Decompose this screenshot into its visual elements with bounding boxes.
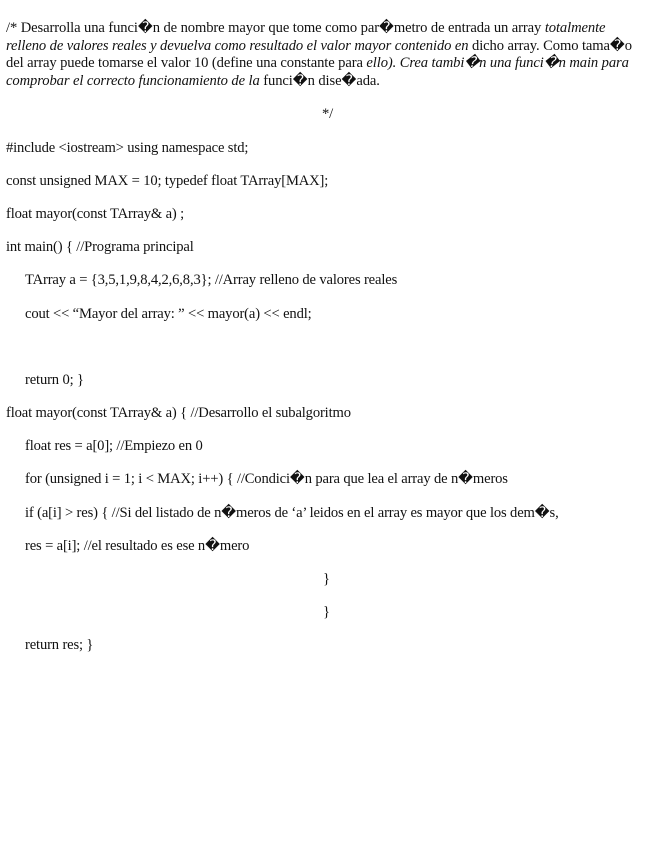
- intro-text-3: funci�n dise�ada.: [259, 72, 380, 89]
- code-line-prototype: float mayor(const TArray& a) ;: [6, 206, 185, 222]
- code-line-cout: cout << “Mayor del array: ” << mayor(a) << endl;: [25, 306, 312, 322]
- code-line-array-init: TArray a = {3,5,1,9,8,4,2,6,8,3}; //Array relleno de valores reales: [25, 272, 398, 288]
- code-line-main-signature: int main() { //Programa principal: [6, 239, 194, 255]
- code-line-assign: res = a[i]; //el resultado es ese n�mero: [25, 538, 250, 554]
- code-line-include: #include <iostream> using namespace std;: [6, 140, 249, 156]
- code-line-closing-brace-1: }: [323, 571, 330, 587]
- intro-text-2: dicho array. Como tama�o del array puede tomarse el valor 10 (define una constante para: [6, 37, 632, 72]
- intro-paragraph: [6, 20, 642, 90]
- code-line-res-init: float res = a[0]; //Empiezo en 0: [25, 438, 203, 454]
- intro-text-1: /* Desarrolla una funci�n de nombre mayor que tome como par�metro de entrada un array: [6, 20, 545, 36]
- code-line-closing-brace-2: }: [323, 604, 330, 620]
- intro-italic-1: totalmente relleno de valores reales y devuelva como resultado el valor mayor contenido en: [6, 20, 606, 54]
- code-line-mayor-signature: float mayor(const TArray& a) { //Desarrollo el subalgoritmo: [6, 405, 351, 421]
- code-line-const: const unsigned MAX = 10; typedef float TArray[MAX];: [6, 173, 329, 189]
- code-line-return-res: return res; }: [25, 637, 94, 653]
- code-line-return-zero: return 0; }: [25, 372, 84, 388]
- intro-italic-2: ello). Crea tambi�n una funci�n main para comprobar el correcto funcionamiento de la: [6, 55, 629, 89]
- code-line-if: if (a[i] > res) { //Si del listado de n�meros de ‘a’ leidos en el array es mayor que los dem�s,: [25, 505, 559, 521]
- code-line-for: for (unsigned i = 1; i < MAX; i++) { //Condici�n para que lea el array de n�meros: [25, 471, 508, 487]
- comment-end: */: [322, 106, 334, 122]
